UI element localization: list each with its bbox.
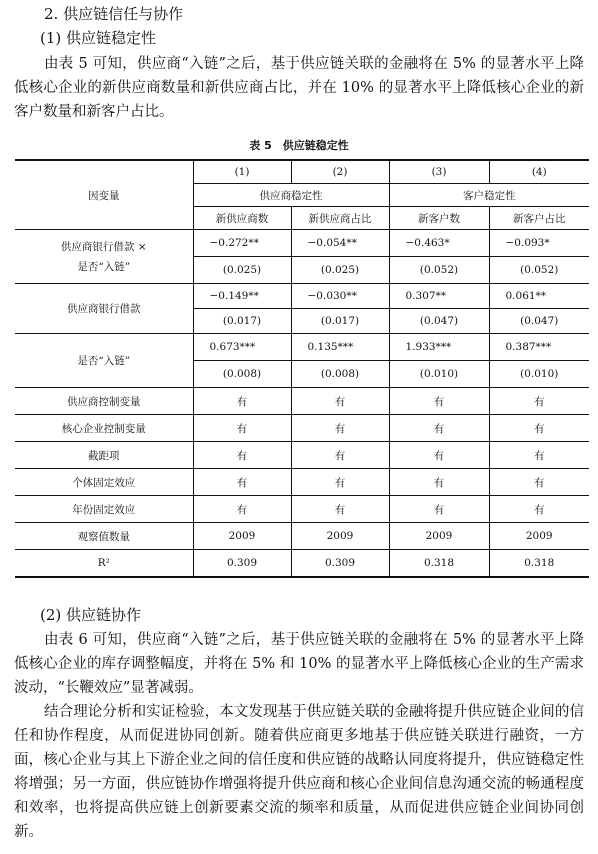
- r2-value: 0.309: [193, 550, 291, 577]
- col-num-1: (1): [193, 160, 291, 184]
- col-num-4: (4): [489, 160, 589, 184]
- obs-label: 观察值数量: [15, 523, 193, 550]
- se-cell: (0.052): [389, 257, 489, 284]
- coef-cell: −0.093*: [489, 230, 589, 257]
- se-cell: (0.008): [193, 361, 291, 388]
- paragraph-conclusion: 结合理论分析和实证检验，本文发现基于供应链关联的金融将提升供应链企业间的信任和协作程度，从而促进协同创新。随着供应商更多地基于供应链关联进行融资，一方面，核心企业与其上下游企业之间的信任度和供应链的战略认同度将提升，供应链稳定性将增强；另一方面，供应链协作增强将提升供应商和核心企业间信息沟通交流的畅通程度和效率，也将提高供应链上创新要素交流的频率和质量，从而促进供应链企业间协同创新。: [14, 703, 584, 840]
- var-new-suppliers: 新供应商数: [193, 207, 291, 230]
- paragraph-collaboration: 由表 6 可知，供应商“入链”之后，基于供应链关联的金融将在 5% 的显著水平上降低核心企业的库存调整幅度，并将在 5% 和 10% 的显著水平上降低核心企业的生产需求波动，“长鞭效应”显著减弱。: [14, 631, 584, 696]
- control-value: 有: [389, 415, 489, 442]
- se-cell: (0.025): [193, 257, 291, 284]
- paragraph-stability: 由表 5 可知，供应商“入链”之后，基于供应链关联的金融将在 5% 的显著水平上降低核心企业的新供应商数量和新供应商占比，并在 10% 的显著水平上降低核心企业的新客户数量和新客户占比。: [14, 56, 584, 120]
- control-value: 有: [489, 442, 589, 469]
- r2-label: R²: [15, 550, 193, 577]
- var-new-supplier-share: 新供应商占比: [291, 207, 389, 230]
- obs-value: 2009: [291, 523, 389, 550]
- control-label: 供应商控制变量: [15, 388, 193, 415]
- control-value: 有: [389, 442, 489, 469]
- coef-cell: −0.054**: [291, 230, 389, 257]
- se-cell: (0.047): [389, 309, 489, 334]
- var-new-customers: 新客户数: [389, 207, 489, 230]
- coef-cell: 0.673***: [193, 334, 291, 361]
- coef-cell: 0.387***: [489, 334, 589, 361]
- se-cell: (0.010): [489, 361, 589, 388]
- control-label: 年份固定效应: [15, 496, 193, 523]
- coef-cell: 0.061**: [489, 284, 589, 309]
- subheading-stability: (1) 供应链稳定性: [40, 29, 157, 47]
- obs-value: 2009: [389, 523, 489, 550]
- row-label-line2: 是否“入链”: [77, 260, 131, 273]
- regression-table: [15, 159, 589, 578]
- control-value: 有: [193, 388, 291, 415]
- control-value: 有: [489, 496, 589, 523]
- se-cell: (0.025): [291, 257, 389, 284]
- r2-value: 0.318: [489, 550, 589, 577]
- obs-value: 2009: [193, 523, 291, 550]
- r2-value: 0.309: [291, 550, 389, 577]
- control-value: 有: [193, 469, 291, 496]
- control-value: 有: [193, 496, 291, 523]
- section-heading: 2. 供应链信任与协作: [44, 5, 184, 23]
- control-value: 有: [389, 469, 489, 496]
- coef-cell: 0.135***: [291, 334, 389, 361]
- control-label: 核心企业控制变量: [15, 415, 193, 442]
- coef-cell: −0.272**: [193, 230, 291, 257]
- row-label-line1: 供应商银行借款 ×: [60, 240, 147, 253]
- control-value: 有: [291, 496, 389, 523]
- col-num-3: (3): [389, 160, 489, 184]
- coef-cell: −0.030**: [291, 284, 389, 309]
- se-cell: (0.017): [193, 309, 291, 334]
- r2-value: 0.318: [389, 550, 489, 577]
- group-customer-stability: 客户稳定性: [389, 184, 589, 207]
- coef-cell: 0.307**: [389, 284, 489, 309]
- row-label-interaction: [15, 230, 193, 284]
- se-cell: (0.008): [291, 361, 389, 388]
- control-value: 有: [489, 469, 589, 496]
- control-value: 有: [193, 442, 291, 469]
- se-cell: (0.052): [489, 257, 589, 284]
- dep-var-label: 因变量: [15, 160, 193, 230]
- coef-cell: −0.149**: [193, 284, 291, 309]
- se-cell: (0.010): [389, 361, 489, 388]
- control-value: 有: [291, 442, 389, 469]
- coef-cell: −0.463*: [389, 230, 489, 257]
- row-label-in-chain: 是否“入链”: [15, 334, 193, 388]
- row-label-supplier-loan: 供应商银行借款: [15, 284, 193, 334]
- subheading-collaboration: (2) 供应链协作: [40, 605, 142, 624]
- control-value: 有: [389, 388, 489, 415]
- control-label: 个体固定效应: [15, 469, 193, 496]
- control-value: 有: [291, 415, 389, 442]
- se-cell: (0.017): [291, 309, 389, 334]
- col-num-2: (2): [291, 160, 389, 184]
- table-caption: 表 5 供应链稳定性: [249, 139, 349, 152]
- var-new-customer-share: 新客户占比: [489, 207, 589, 230]
- control-value: 有: [389, 496, 489, 523]
- obs-value: 2009: [489, 523, 589, 550]
- control-value: 有: [291, 388, 389, 415]
- group-supplier-stability: 供应商稳定性: [193, 184, 389, 207]
- control-value: 有: [489, 415, 589, 442]
- se-cell: (0.047): [489, 309, 589, 334]
- coef-cell: 1.933***: [389, 334, 489, 361]
- control-value: 有: [291, 469, 389, 496]
- control-value: 有: [193, 415, 291, 442]
- control-label: 截距项: [15, 442, 193, 469]
- control-value: 有: [489, 388, 589, 415]
